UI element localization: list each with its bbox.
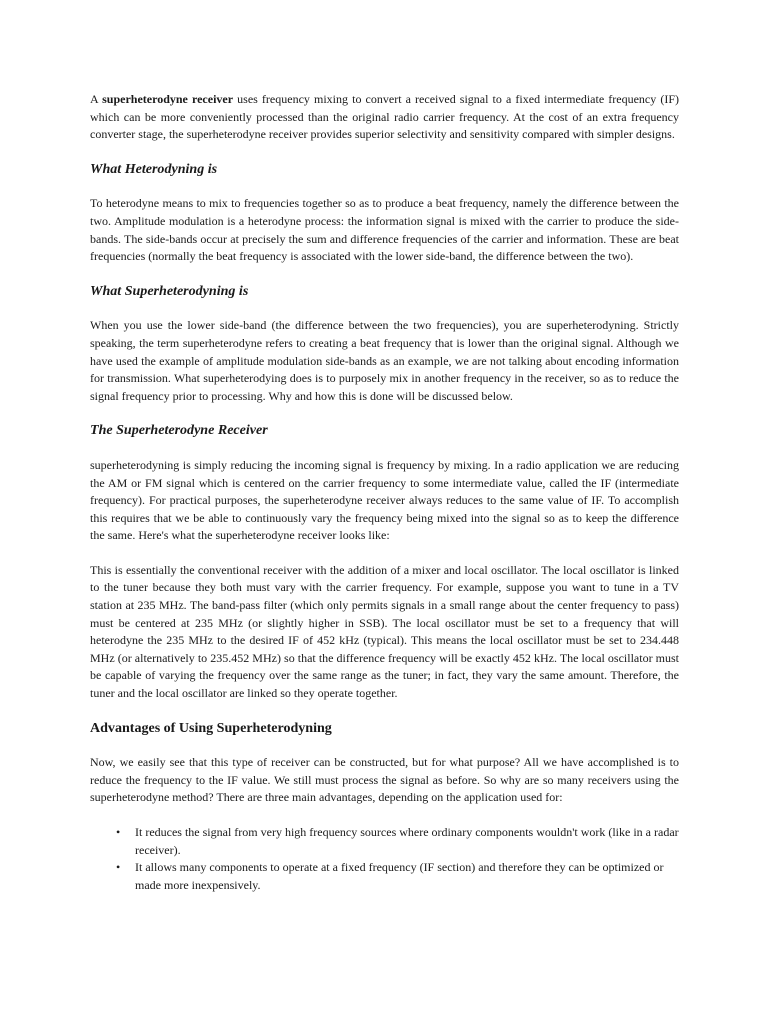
- section-heading-advantages: Advantages of Using Superheterodyning: [90, 719, 332, 736]
- intro-text: uses frequency mixing to convert a received signal to a fixed intermediate frequency (IF) which can be more conveniently processed than the original radio carrier frequency. At the cost of an extra frequency converter stage, the superheterodyne receiver provides superior selectivity and sensitivity compared with simpler designs.: [90, 92, 679, 142]
- advantages-paragraph: Now, we easily see that this type of receiver can be constructed, but for what purpose? All we have accomplished is to reduce the frequency to the IF value. We still must process the signal as before. So why are so many receivers using the superheterodyne method? There are three main advantages, depending on the application used for:: [90, 755, 679, 805]
- receiver-paragraph-1: superheterodyning is simply reducing the incoming signal is frequency by mixing. In a radio application we are reducing the AM or FM signal which is centered on the carrier frequency to some intermediate value, called the IF (intermediate frequency). For practical purposes, the superheterodyne receiver always reduces to the same value of IF. To accomplish this requires that we be able to continuously vary the frequency being mixed into the signal so as to keep the difference the same. Here's what the superheterodyne receiver looks like:: [90, 457, 679, 543]
- intro-paragraph: [90, 91, 679, 144]
- bullet-icon: •: [116, 860, 121, 875]
- intro-term: superheterodyne receiver: [102, 92, 234, 106]
- list-item-text: It reduces the signal from very high frequency sources where ordinary components wouldn't work (like in a radar receiver).: [135, 825, 679, 857]
- intro-article: A: [90, 92, 103, 106]
- list-item: [90, 824, 679, 859]
- heterodyning-paragraph: To heterodyne means to mix to frequencies together so as to produce a beat frequency, namely the difference between the two. Amplitude modulation is a heterodyne process: the information signal is mixed with the carrier to produce the side-bands. The side-bands occur at precisely the sum and difference frequencies of the carrier and information. These are beat frequencies (normally the beat frequency is associated with the lower side-band, the difference between the two).: [90, 196, 679, 264]
- section-heading-heterodyning: What Heterodyning is: [90, 160, 218, 177]
- section-heading-receiver: The Superheterodyne Receiver: [90, 422, 268, 439]
- advantages-list: [90, 824, 679, 894]
- list-item-text: It allows many components to operate at a fixed frequency (IF section) and therefore they can be optimized or made more inexpensively.: [135, 860, 664, 892]
- bullet-icon: •: [116, 825, 121, 839]
- superheterodyning-paragraph: When you use the lower side-band (the difference between the two frequencies), you are superheterodyning. Strictly speaking, the term superheterodyne refers to creating a beat frequency that is lower than the original signal. Although we have used the example of amplitude modulation side-bands as an example, we are not talking about encoding information for transmission. What superheterodying does is to purposely mix in another frequency in the receiver, so as to reduce the signal frequency prior to processing. Why and how this is done will be discussed below.: [90, 318, 679, 403]
- list-item: [90, 859, 679, 894]
- receiver-paragraph-2: This is essentially the conventional receiver with the addition of a mixer and local oscillator. The local oscillator is linked to the tuner because they both must vary with the carrier frequency. For example, suppose you want to tune in a TV station at 235 MHz. The band-pass filter (which only permits signals in a small range about the center frequency to pass) must be centered at 235 MHz (or slightly higher in SSB). The local oscillator must be set to a frequency that will heterodyne the 235 MHz to the desired IF of 452 kHz (typical). This means the local oscillator must be set to 234.448 MHz (or alternatively to 235.452 MHz) so that the difference frequency will be exactly 452 kHz. The local oscillator must be capable of varying the frequency over the same range as the tuner; in fact, they vary the same amount. Therefore, the tuner and the local oscillator are linked so they operate together.: [90, 562, 679, 701]
- section-heading-superheterodyning: What Superheterodyning is: [90, 282, 249, 299]
